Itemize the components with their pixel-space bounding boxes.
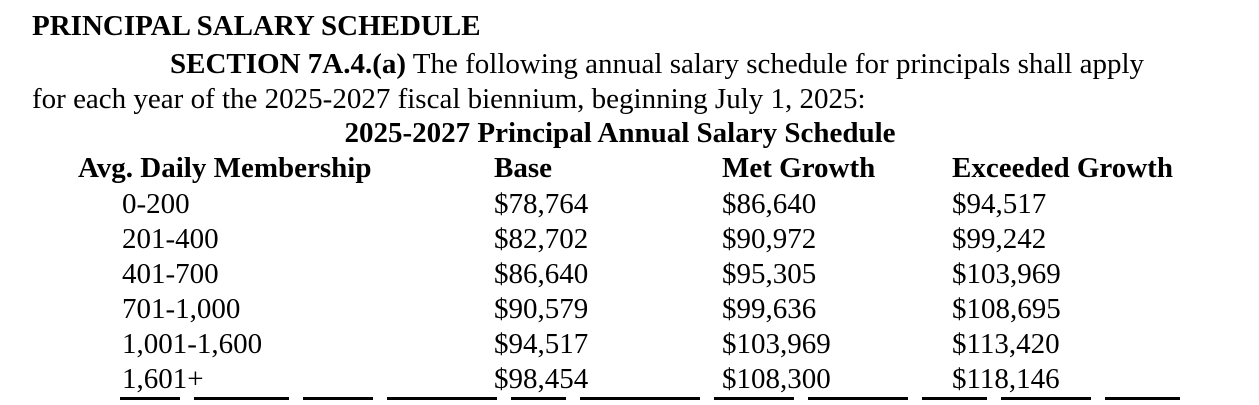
cell-met-growth: $108,300 — [722, 363, 831, 395]
column-header-adm: Avg. Daily Membership — [78, 152, 372, 184]
cell-adm: 1,001-1,600 — [122, 328, 263, 360]
cell-adm: 701-1,000 — [122, 293, 241, 325]
column-header-base: Base — [494, 152, 552, 184]
table-title: 2025-2027 Principal Annual Salary Schedule — [344, 117, 896, 149]
cell-base: $98,454 — [494, 363, 589, 395]
cell-base: $90,579 — [494, 293, 589, 325]
cell-exceeded-growth: $103,969 — [952, 258, 1061, 290]
cell-adm: 0-200 — [122, 188, 190, 220]
section-text-line-2: for each year of the 2025-2027 fiscal biennium, beginning July 1, 2025: — [32, 83, 866, 115]
cell-base: $78,764 — [494, 188, 589, 220]
cell-met-growth: $99,636 — [722, 293, 817, 325]
column-header-met-growth: Met Growth — [722, 152, 876, 184]
cell-exceeded-growth: $108,695 — [952, 293, 1061, 325]
cell-met-growth: $103,969 — [722, 328, 831, 360]
cell-met-growth: $95,305 — [722, 258, 817, 290]
cell-met-growth: $90,972 — [722, 223, 817, 255]
cell-base: $94,517 — [494, 328, 589, 360]
table-row — [0, 257, 1259, 291]
cell-exceeded-growth: $113,420 — [952, 328, 1060, 360]
table-row — [0, 327, 1259, 361]
cell-adm: 1,601+ — [122, 363, 204, 395]
table-row — [0, 292, 1259, 326]
cell-base: $82,702 — [494, 223, 589, 255]
cell-exceeded-growth: $99,242 — [952, 223, 1047, 255]
cell-adm: 401-700 — [122, 258, 219, 290]
cell-adm: 201-400 — [122, 223, 219, 255]
section-paragraph-line-1 — [170, 47, 1144, 81]
cut-off-text-line — [120, 397, 1240, 405]
column-header-exceeded-growth: Exceeded Growth — [952, 152, 1173, 184]
section-label: SECTION 7A.4.(a) — [170, 48, 407, 80]
table-row — [0, 187, 1259, 221]
cell-base: $86,640 — [494, 258, 589, 290]
section-text-line-1: The following annual salary schedule for principals shall apply — [406, 48, 1145, 80]
cell-exceeded-growth: $94,517 — [952, 188, 1047, 220]
cell-exceeded-growth: $118,146 — [952, 363, 1060, 395]
table-row — [0, 222, 1259, 256]
cell-met-growth: $86,640 — [722, 188, 817, 220]
table-row — [0, 362, 1259, 396]
page-title: PRINCIPAL SALARY SCHEDULE — [32, 10, 481, 42]
